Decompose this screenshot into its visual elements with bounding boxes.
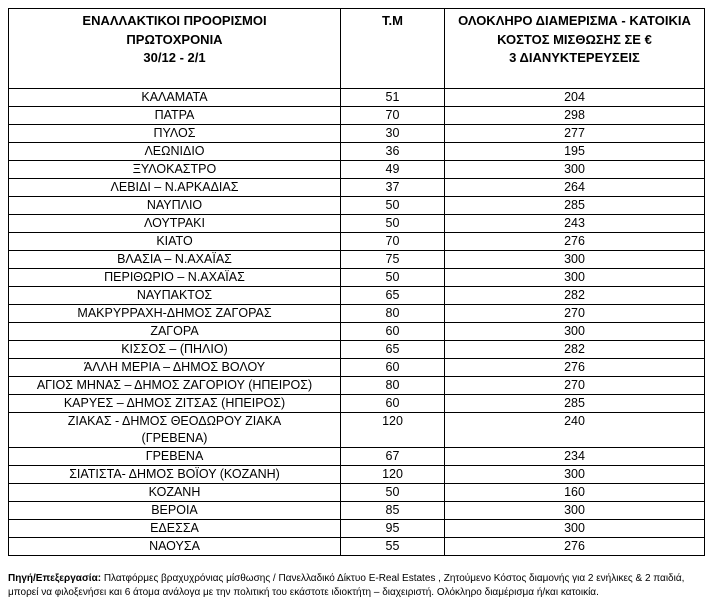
destination-cell: ΓΡΕΒΕΝΑ	[9, 448, 341, 466]
destination-cell: ΒΛΑΣΙΑ – Ν.ΑΧΑΪΑΣ	[9, 251, 341, 269]
destination-cell: ΚΟΖΑΝΗ	[9, 484, 341, 502]
sqm-cell: 30	[341, 125, 445, 143]
table-row	[9, 538, 705, 556]
destination-cell: ΚΙΑΤΟ	[9, 233, 341, 251]
header-destinations-line: 30/12 - 2/1	[143, 50, 206, 65]
table-row	[9, 107, 705, 125]
destination-cell: ΝΑΟΥΣΑ	[9, 538, 341, 556]
header-destinations	[9, 9, 341, 89]
cost-cell: 270	[445, 305, 705, 323]
cost-cell: 300	[445, 269, 705, 287]
sqm-cell: 60	[341, 323, 445, 341]
table-row	[9, 215, 705, 233]
header-destinations-line: ΠΡΩΤΟΧΡΟΝΙΑ	[126, 31, 223, 47]
cost-cell: 277	[445, 125, 705, 143]
table-row	[9, 520, 705, 538]
destination-cell	[9, 413, 341, 448]
cost-cell: 240	[445, 413, 705, 448]
destination-cell: ΝΑΥΠΛΙΟ	[9, 197, 341, 215]
sqm-cell: 37	[341, 179, 445, 197]
destination-cell: ΑΓΙΟΣ ΜΗΝΑΣ – ΔΗΜΟΣ ΖΑΓΟΡΙΟΥ (ΗΠΕΙΡΟΣ)	[9, 377, 341, 395]
destination-cell: ΛΕΩΝΙΔΙΟ	[9, 143, 341, 161]
cost-cell: 204	[445, 89, 705, 107]
table-row	[9, 89, 705, 107]
cost-cell: 298	[445, 107, 705, 125]
table-row	[9, 125, 705, 143]
destination-cell: ΜΑΚΡΥΡΡΑΧΗ-ΔΗΜΟΣ ΖΑΓΟΡΑΣ	[9, 305, 341, 323]
table-row	[9, 179, 705, 197]
destination-cell: ΣΙΑΤΙΣΤΑ- ΔΗΜΟΣ ΒΟΪΟΥ (ΚΟΖΑΝΗ)	[9, 466, 341, 484]
cost-cell: 243	[445, 215, 705, 233]
destination-cell: ΚΑΛΑΜΑΤΑ	[9, 89, 341, 107]
sqm-cell: 120	[341, 466, 445, 484]
table-row	[9, 359, 705, 377]
table-row	[9, 341, 705, 359]
destination-cell: ΚΑΡΥΕΣ – ΔΗΜΟΣ ΖΙΤΣΑΣ (ΗΠΕΙΡΟΣ)	[9, 395, 341, 413]
sqm-cell: 50	[341, 484, 445, 502]
cost-cell: 285	[445, 197, 705, 215]
table-row	[9, 448, 705, 466]
cost-cell: 264	[445, 179, 705, 197]
sqm-cell: 120	[341, 413, 445, 448]
source-text: Πλατφόρμες βραχυχρόνιας μίσθωσης / Πανελλαδικό Δίκτυο E-Real Estates , Ζητούμενο Κόστος διαμονής για 2 ενήλικες & 2 παιδιά, μπορεί να φιλοξενήσει και 6 άτομα ανάλογα με την πολιτική του εκάστοτε ιδιοκτήτη – διαχειριστή. Ολόκληρο διαμέρισμα ή/και κατοικία.	[8, 573, 685, 598]
header-cost	[445, 9, 705, 89]
sqm-cell: 36	[341, 143, 445, 161]
table-row	[9, 502, 705, 520]
destination-cell: ΠΥΛΟΣ	[9, 125, 341, 143]
cost-cell: 276	[445, 359, 705, 377]
cost-cell: 276	[445, 233, 705, 251]
cost-cell: 300	[445, 161, 705, 179]
sqm-cell: 50	[341, 269, 445, 287]
sqm-cell: 60	[341, 395, 445, 413]
table-row	[9, 143, 705, 161]
cost-cell: 300	[445, 502, 705, 520]
sqm-cell: 67	[341, 448, 445, 466]
source-note	[8, 572, 708, 600]
sqm-cell: 49	[341, 161, 445, 179]
destination-cell: ΕΔΕΣΣΑ	[9, 520, 341, 538]
table-row	[9, 269, 705, 287]
cost-cell: 195	[445, 143, 705, 161]
table-row	[9, 395, 705, 413]
cost-cell: 300	[445, 251, 705, 269]
sqm-cell: 51	[341, 89, 445, 107]
header-cost-line: 3 ΔΙΑΝΥΚΤΕΡΕΥΣΕΙΣ	[509, 50, 640, 65]
table-row	[9, 287, 705, 305]
sqm-cell: 75	[341, 251, 445, 269]
sqm-cell: 80	[341, 305, 445, 323]
sqm-cell: 55	[341, 538, 445, 556]
table-row	[9, 305, 705, 323]
cost-cell: 234	[445, 448, 705, 466]
destination-line: (ΓΡΕΒΕΝΑ)	[141, 431, 208, 445]
table-header-row	[9, 9, 705, 89]
sqm-cell: 95	[341, 520, 445, 538]
table-row	[9, 161, 705, 179]
destination-cell: ΛΟΥΤΡΑΚΙ	[9, 215, 341, 233]
table-row	[9, 251, 705, 269]
table-row	[9, 323, 705, 341]
table-row	[9, 413, 705, 448]
header-cost-line: ΚΟΣΤΟΣ ΜΙΣΘΩΣΗΣ ΣΕ €	[497, 31, 652, 47]
destination-cell: ΖΑΓΟΡΑ	[9, 323, 341, 341]
sqm-cell: 50	[341, 197, 445, 215]
sqm-cell: 65	[341, 341, 445, 359]
destination-cell: ΒΕΡΟΙΑ	[9, 502, 341, 520]
destination-line: ΖΙΑΚΑΣ - ΔΗΜΟΣ ΘΕΟΔΩΡΟΥ ΖΙΑΚΑ	[67, 414, 282, 428]
table-row	[9, 233, 705, 251]
table-row	[9, 377, 705, 395]
sqm-cell: 60	[341, 359, 445, 377]
sqm-cell: 85	[341, 502, 445, 520]
header-cost-line: ΟΛΟΚΛΗΡΟ ΔΙΑΜΕΡΙΣΜΑ - ΚΑΤΟΙΚΙΑ	[458, 13, 691, 28]
destination-cell: ΚΙΣΣΟΣ – (ΠΗΛΙΟ)	[9, 341, 341, 359]
sqm-cell: 80	[341, 377, 445, 395]
table-row	[9, 197, 705, 215]
cost-cell: 300	[445, 520, 705, 538]
destination-cell: ΛΕΒΙΔΙ – Ν.ΑΡΚΑΔΙΑΣ	[9, 179, 341, 197]
cost-cell: 300	[445, 323, 705, 341]
destination-cell: ΞΥΛΟΚΑΣΤΡΟ	[9, 161, 341, 179]
cost-cell: 282	[445, 341, 705, 359]
destination-cell: ΝΑΥΠΑΚΤΟΣ	[9, 287, 341, 305]
cost-cell: 282	[445, 287, 705, 305]
sqm-cell: 50	[341, 215, 445, 233]
sqm-cell: 65	[341, 287, 445, 305]
cost-cell: 300	[445, 466, 705, 484]
source-label: Πηγή/Επεξεργασία:	[8, 573, 102, 584]
destination-cell: ΠΕΡΙΘΩΡΙΟ – Ν.ΑΧΑΪΑΣ	[9, 269, 341, 287]
cost-cell: 276	[445, 538, 705, 556]
destination-cell: ΆΛΛΗ ΜΕΡΙΑ – ΔΗΜΟΣ ΒΟΛΟΥ	[9, 359, 341, 377]
table-row	[9, 466, 705, 484]
cost-cell: 270	[445, 377, 705, 395]
cost-cell: 160	[445, 484, 705, 502]
destinations-table	[8, 8, 705, 556]
table-row	[9, 484, 705, 502]
sqm-cell: 70	[341, 233, 445, 251]
header-destinations-line: ΕΝΑΛΛΑΚΤΙΚΟΙ ΠΡΟΟΡΙΣΜΟΙ	[82, 13, 267, 28]
destination-cell: ΠΑΤΡΑ	[9, 107, 341, 125]
sqm-cell: 70	[341, 107, 445, 125]
header-sqm: Τ.Μ	[341, 9, 445, 89]
cost-cell: 285	[445, 395, 705, 413]
